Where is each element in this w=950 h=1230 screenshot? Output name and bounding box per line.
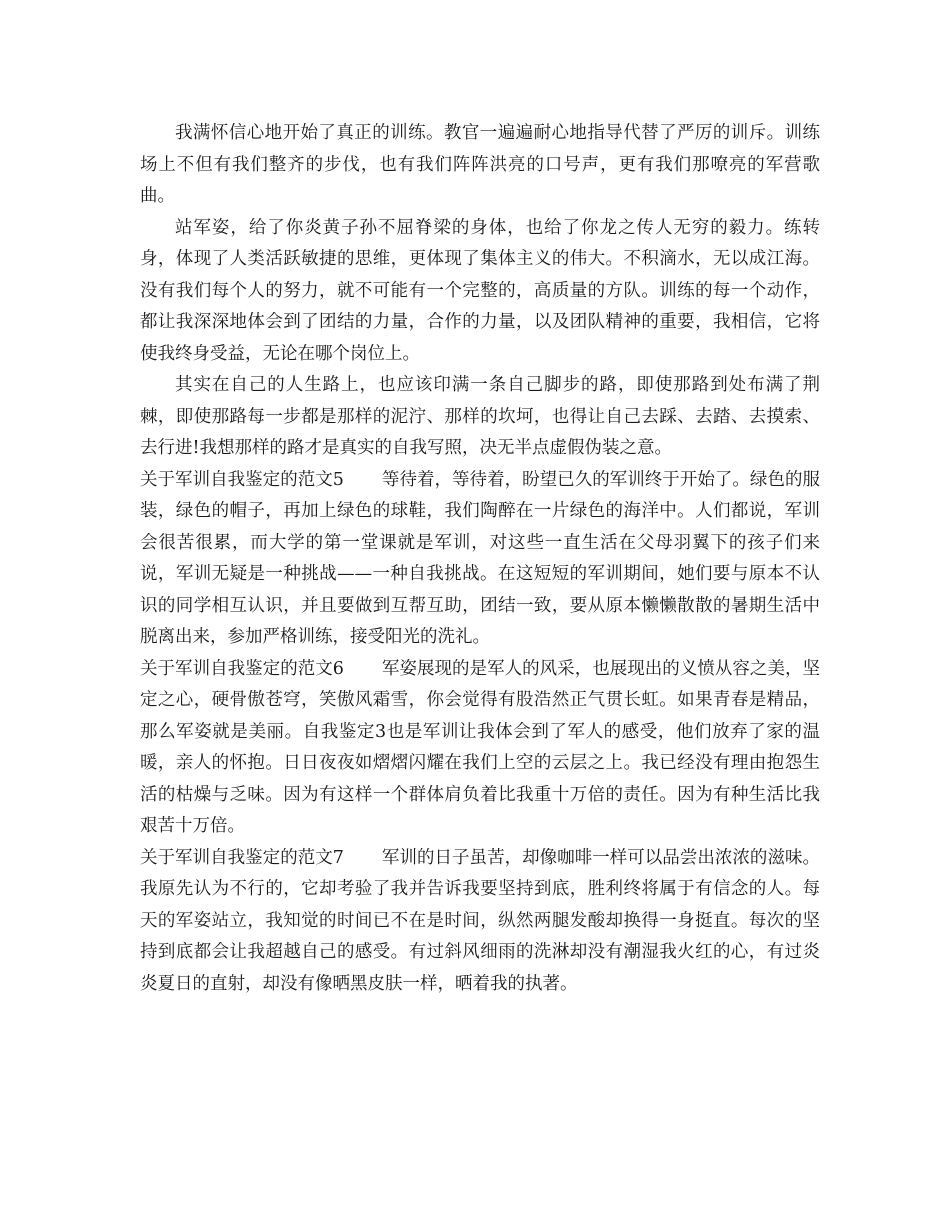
sample-7-heading: 关于军训自我鉴定的范文7 — [140, 847, 344, 868]
sample-6-text: 军姿展现的是军人的风采，也展现出的义愤从容之美，坚定之心，硬骨傲苍穹，笑傲风霜雪，你会觉得有股浩然正气贯长虹。如果青春是精品，那么军姿就是美丽。自我鉴定3也是军训让我体会到了军人的感受，他们放弃了家的温暖，亲人的怀抱。日日夜夜如熠熠闪耀在我们上空的云层之上。我已经没有理由抱怨生活的枯燥与乏味。因为有这样一个群体肩负着比我重十万倍的责任。因为有种生活比我艰苦十万倍。 — [140, 658, 821, 836]
paragraph-military-posture: 站军姿，给了你炎黄子孙不屈脊梁的身体，也给了你龙之传人无穷的毅力。练转身，体现了人类活跃敏捷的思维，更体现了集体主义的伟大。不积滴水，无以成江海。没有我们每个人的努力，就不可能有一个完整的，高质量的方队。训练的每一个动作，都让我深深地体会到了团结的力量，合作的力量，以及团队精神的重要，我相信，它将使我终身受益，无论在哪个岗位上。 — [140, 217, 820, 364]
sample-7-text: 军训的日子虽苦，却像咖啡一样可以品尝出浓浓的滋味。我原先认为不行的，它却考验了我并告诉我要坚持到底，胜利终将属于有信念的人。每天的军姿站立，我知觉的时间已不在是时间，纵然两腿发酸却换得一身挺直。每次的坚持到底都会让我超越自己的感受。有过斜风细雨的洗淋却没有潮湿我火红的心，有过炎炎夏日的直射，却没有像晒黑皮肤一样，晒着我的执著。 — [140, 847, 821, 994]
paragraph-training: 我满怀信心地开始了真正的训练。教官一遍遍耐心地指导代替了严厉的训斥。训练场上不但有我们整齐的步伐，也有我们阵阵洪亮的口号声，更有我们那嘹亮的军营歌曲。 — [140, 123, 820, 206]
sample-6-heading: 关于军训自我鉴定的范文6 — [140, 658, 344, 679]
sample-5-text: 等待着，等待着，盼望已久的军训终于开始了。绿色的服装，绿色的帽子，再加上绿色的球鞋，我们陶醉在一片绿色的海洋中。人们都说，军训会很苦很累，而大学的第一堂课就是军训，对这些一直生活在父母羽翼下的孩子们来说，军训无疑是一种挑战——一种自我挑战。在这短短的军训期间，她们要与原本不认识的同学相互认识，并且要做到互帮互助，团结一致，要从原本懒懒散散的暑期生活中脱离出来，参加严格训练，接受阳光的洗礼。 — [140, 469, 821, 647]
sample-5-heading: 关于军训自我鉴定的范文5 — [140, 469, 344, 490]
document-body — [140, 118, 820, 1000]
sample-5 — [140, 465, 820, 654]
paragraph-life-road: 其实在自己的人生路上，也应该印满一条自己脚步的路，即使那路到处布满了荆棘，即使那路每一步都是那样的泥泞、那样的坎坷，也得让自己去踩、去踏、去摸索、去行进!我想那样的路才是真实的自我写照，决无半点虚假伪装之意。 — [140, 375, 820, 458]
sample-6 — [140, 654, 820, 843]
sample-7 — [140, 843, 820, 1001]
